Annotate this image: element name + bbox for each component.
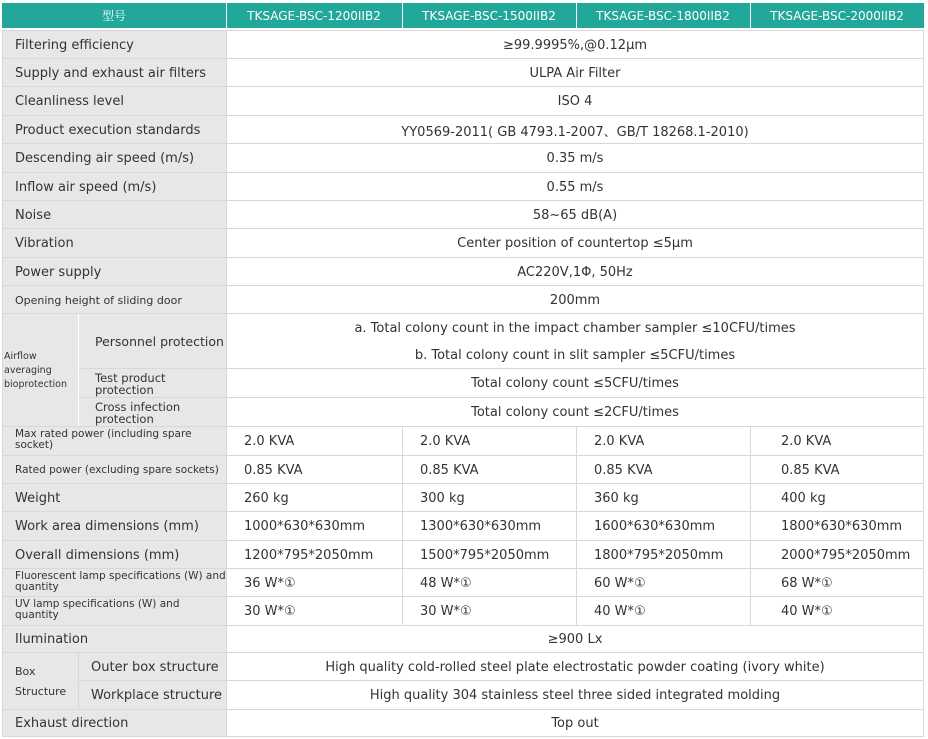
overall-3: 1800*795*2050mm [594, 547, 724, 563]
spec-grid [2, 3, 924, 737]
grid-hline [2, 511, 924, 512]
grid-hline [2, 426, 924, 427]
grid-hline [2, 115, 924, 116]
row-label-overall: Overall dimensions (mm) [15, 547, 180, 563]
uv-2: 30 W*① [420, 604, 472, 619]
row-label-filters: Supply and exhaust air filters [15, 65, 207, 81]
grid-vline [78, 653, 79, 710]
grid-hline [2, 483, 924, 484]
rated-power-3: 0.85 KVA [594, 462, 653, 478]
grid-hline [2, 455, 924, 456]
grid-vline [2, 31, 3, 737]
header-model-4: TKSAGE-BSC-2000IIB2 [770, 8, 904, 23]
overall-4: 2000*795*2050mm [781, 547, 911, 563]
box-outer-label: Outer box structure [91, 659, 219, 675]
airflow-personnel-value-a: a. Total colony count in the impact chamber sampler ≤10CFU/times [354, 320, 796, 336]
airflow-personnel-value-b: b. Total colony count in slit sampler ≤5CFU/times [414, 348, 736, 363]
box-workplace-label: Workplace structure [91, 688, 223, 703]
overall-1: 1200*795*2050mm [244, 547, 374, 563]
row-label-vibration: Vibration [15, 236, 74, 251]
grid-hline [79, 368, 926, 369]
work-area-3: 1600*630*630mm [594, 519, 716, 534]
weight-2: 300 kg [420, 490, 465, 506]
row-label-door: Opening height of sliding door [15, 293, 182, 307]
max-power-3: 2.0 KVA [594, 434, 645, 449]
rated-power-2: 0.85 KVA [420, 462, 479, 478]
airflow-test-value: Total colony count ≤5CFU/times [471, 376, 679, 391]
grid-hline [2, 596, 924, 597]
grid-hline [2, 652, 924, 653]
grid-vline [226, 31, 227, 737]
row-label-standards: Product execution standards [15, 122, 201, 138]
grid-hline [2, 228, 924, 229]
grid-hline [2, 200, 924, 201]
weight-4: 400 kg [781, 490, 826, 506]
airflow-personnel-label: Personnel protection [95, 333, 224, 349]
row-label-work-area: Work area dimensions (mm) [15, 519, 199, 534]
row-label-weight: Weight [15, 490, 61, 506]
row-value-filters: ULPA Air Filter [529, 65, 621, 81]
max-power-4: 2.0 KVA [781, 434, 832, 449]
grid-hline [2, 30, 924, 31]
airflow-test-label: Test product protection [95, 370, 166, 397]
row-label-filtering: Filtering efficiency [15, 37, 134, 53]
uv-1: 30 W*① [244, 604, 296, 619]
row-label-fluorescent: Fluorescent lamp specifications (W) and quantity [15, 570, 226, 593]
airflow-cross-value: Total colony count ≤2CFU/times [471, 405, 679, 420]
work-area-1: 1000*630*630mm [244, 519, 366, 534]
grid-vline [923, 31, 924, 737]
grid-hline [2, 143, 924, 144]
row-value-power-supply: AC220V,1Φ, 50Hz [517, 264, 633, 280]
grid-hline [2, 257, 924, 258]
grid-vline [402, 427, 403, 626]
row-label-cleanliness: Cleanliness level [15, 94, 124, 109]
row-label-max-power: Max rated power (including spare socket) [15, 428, 192, 451]
grid-hline [2, 86, 924, 87]
airflow-group-label: Airflow averaging bioprotection [4, 350, 68, 390]
row-label-descending: Descending air speed (m/s) [15, 151, 195, 166]
airflow-cross-label: Cross infection protection [95, 399, 181, 426]
grid-hline [78, 680, 924, 681]
row-label-uv: UV lamp specifications (W) and quantity [15, 598, 180, 621]
row-label-noise: Noise [15, 207, 52, 223]
header-model-1: TKSAGE-BSC-1200IIB2 [247, 8, 381, 23]
row-label-exhaust: Exhaust direction [15, 716, 129, 731]
grid-hline [2, 58, 924, 59]
grid-hline [2, 736, 924, 737]
grid-hline [2, 709, 924, 710]
grid-vline [576, 427, 577, 626]
rated-power-4: 0.85 KVA [781, 462, 840, 478]
row-value-door: 200mm [549, 292, 601, 308]
header-model-2: TKSAGE-BSC-1500IIB2 [422, 8, 556, 23]
row-value-descending: 0.35 m/s [546, 151, 604, 166]
box-group-label: Box Structure [15, 664, 67, 698]
row-label-power-supply: Power supply [15, 264, 102, 280]
row-value-inflow: 0.55 m/s [546, 179, 604, 195]
max-power-1: 2.0 KVA [244, 434, 295, 449]
row-value-cleanliness: ISO 4 [557, 94, 593, 109]
grid-hline [79, 397, 926, 398]
grid-vline [750, 427, 751, 626]
grid-hline [2, 625, 924, 626]
weight-3: 360 kg [594, 490, 639, 506]
fluorescent-3: 60 W*① [594, 575, 646, 591]
row-value-exhaust: Top out [551, 716, 599, 731]
row-label-illumination: Ilumination [15, 632, 89, 647]
max-power-2: 2.0 KVA [420, 434, 471, 449]
grid-hline [2, 172, 924, 173]
grid-hline [2, 313, 924, 314]
header-model-3: TKSAGE-BSC-1800IIB2 [596, 8, 730, 23]
row-label-inflow: Inflow air speed (m/s) [15, 179, 157, 195]
grid-hline [2, 568, 924, 569]
work-area-2: 1300*630*630mm [420, 519, 542, 534]
row-label-rated-power: Rated power (excluding spare sockets) [15, 464, 219, 476]
uv-3: 40 W*① [594, 604, 646, 619]
fluorescent-4: 68 W*① [781, 575, 833, 591]
uv-4: 40 W*① [781, 604, 833, 619]
grid-hline [2, 285, 924, 286]
box-workplace-value: High quality 304 stainless steel three sided integrated molding [369, 688, 781, 703]
row-value-vibration: Center position of countertop ≤5μm [457, 236, 693, 251]
fluorescent-1: 36 W*① [244, 575, 296, 591]
box-outer-value: High quality cold-rolled steel plate electrostatic powder coating (ivory white) [325, 659, 825, 675]
weight-1: 260 kg [244, 490, 289, 506]
fluorescent-2: 48 W*① [420, 575, 472, 591]
row-value-noise: 58~65 dB(A) [532, 207, 618, 223]
header-model-label: 型号 [101, 9, 126, 23]
work-area-4: 1800*630*630mm [781, 519, 903, 534]
row-value-standards: YY0569-2011( GB 4793.1-2007、GB/T 18268.1-2010) [401, 124, 749, 140]
grid-hline [2, 540, 924, 541]
rated-power-1: 0.85 KVA [244, 462, 303, 478]
overall-2: 1500*795*2050mm [420, 547, 550, 563]
row-value-filtering: ≥99.9995%,@0.12μm [502, 37, 647, 53]
row-value-illumination: ≥900 Lx [547, 632, 603, 647]
